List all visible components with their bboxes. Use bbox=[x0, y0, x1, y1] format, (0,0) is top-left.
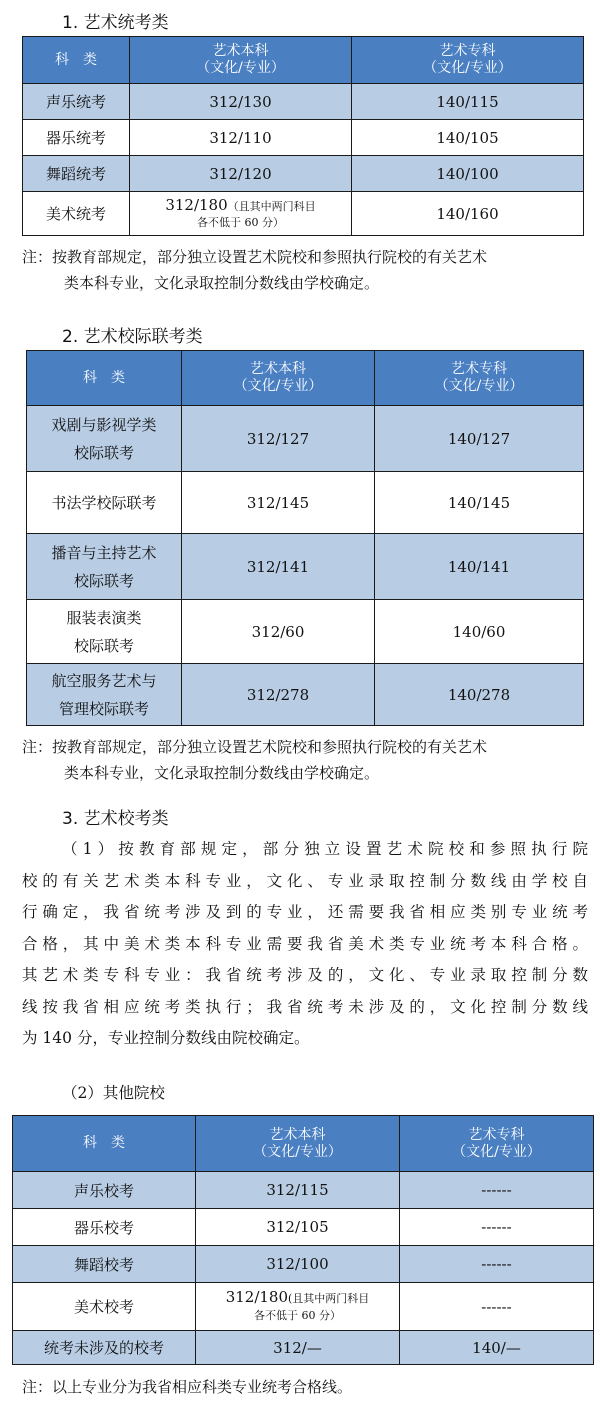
header-undergrad: 艺术本科 （文化/专业） bbox=[130, 37, 352, 84]
section1-table bbox=[22, 36, 584, 236]
undergrad-score: 312/105 bbox=[196, 1209, 400, 1246]
table-row bbox=[27, 472, 584, 534]
section2-table bbox=[26, 350, 584, 726]
section2-title: 2. 艺术校际联考类 bbox=[62, 327, 203, 347]
section3-subtitle: （2）其他院校 bbox=[62, 1084, 165, 1102]
category-cell: 声乐统考 bbox=[23, 84, 130, 120]
section2-note: 注：按教育部规定，部分独立设置艺术院校和参照执行院校的有关艺术 类本科专业，文化录取控制分数线由学校确定。 bbox=[22, 738, 488, 782]
undergrad-score: 312/180（且其中两门科目 各不低于 60 分） bbox=[130, 192, 352, 236]
category-cell: 器乐统考 bbox=[23, 120, 130, 156]
table-row bbox=[23, 156, 584, 192]
junior-score: ------ bbox=[400, 1246, 594, 1283]
category-cell: 航空服务艺术与 管理校际联考 bbox=[27, 664, 182, 726]
junior-score: 140/278 bbox=[375, 664, 584, 726]
header-category: 科 类 bbox=[23, 37, 130, 84]
category-cell: 美术校考 bbox=[13, 1283, 196, 1331]
junior-score: 140/105 bbox=[352, 120, 584, 156]
table-row bbox=[13, 1246, 594, 1283]
section3-title: 3. 艺术校考类 bbox=[62, 809, 169, 829]
junior-score: ------ bbox=[400, 1209, 594, 1246]
table-row bbox=[13, 1172, 594, 1209]
undergrad-score: 312/60 bbox=[182, 600, 375, 664]
junior-score: 140/160 bbox=[352, 192, 584, 236]
header-category: 科 类 bbox=[13, 1116, 196, 1172]
table-row bbox=[27, 534, 584, 600]
junior-score: 140/100 bbox=[352, 156, 584, 192]
section1-note: 注：按教育部规定，部分独立设置艺术院校和参照执行院校的有关艺术 类本科专业，文化录取控制分数线由学校确定。 bbox=[22, 248, 488, 292]
table-row bbox=[13, 1209, 594, 1246]
junior-score: 140/115 bbox=[352, 84, 584, 120]
table-row bbox=[13, 1331, 594, 1365]
table-row bbox=[13, 1283, 594, 1331]
junior-score: ------ bbox=[400, 1172, 594, 1209]
category-cell: 播音与主持艺术 校际联考 bbox=[27, 534, 182, 600]
undergrad-score: 312/— bbox=[196, 1331, 400, 1365]
header-junior: 艺术专科 （文化/专业） bbox=[375, 351, 584, 406]
header-undergrad: 艺术本科 （文化/专业） bbox=[196, 1116, 400, 1172]
junior-score: 140/60 bbox=[375, 600, 584, 664]
undergrad-score: 312/141 bbox=[182, 534, 375, 600]
header-undergrad: 艺术本科 （文化/专业） bbox=[182, 351, 375, 406]
section3-note: 注：以上专业分为我省相应科类专业统考合格线。 bbox=[22, 1378, 353, 1396]
category-cell: 书法学校际联考 bbox=[27, 472, 182, 534]
category-cell: 戏剧与影视学类 校际联考 bbox=[27, 406, 182, 472]
undergrad-score: 312/180(且其中两门科目 各不低于 60 分） bbox=[196, 1283, 400, 1331]
category-cell: 服装表演类 校际联考 bbox=[27, 600, 182, 664]
category-cell: 舞蹈校考 bbox=[13, 1246, 196, 1283]
table-row bbox=[27, 664, 584, 726]
header-junior: 艺术专科 （文化/专业） bbox=[400, 1116, 594, 1172]
junior-score: 140/— bbox=[400, 1331, 594, 1365]
table-row bbox=[27, 406, 584, 472]
section3-paragraph: （1）按教育部规定，部分独立设置艺术院校和参照执行院 校的有关艺术类本科专业，文化、专业录取控制分数线由学校自 行确定，我省统考涉及到的专业，还需要我省相应类别专业统考 合格，其中美术类本科专业需要我省美术类专业统考本科合格。 其艺术类专科专业：我省统考涉及的，文化、专业录取控制分数 线按我省相应统考类执行；我省统考未涉及的，文化控制分数线 为 140 分，专业控制分数线由院校确定。 bbox=[22, 840, 588, 1047]
undergrad-score: 312/130 bbox=[130, 84, 352, 120]
category-cell: 统考未涉及的校考 bbox=[13, 1331, 196, 1365]
junior-score: 140/145 bbox=[375, 472, 584, 534]
undergrad-score: 312/127 bbox=[182, 406, 375, 472]
header-junior: 艺术专科 （文化/专业） bbox=[352, 37, 584, 84]
undergrad-score: 312/145 bbox=[182, 472, 375, 534]
undergrad-score: 312/110 bbox=[130, 120, 352, 156]
category-cell: 舞蹈统考 bbox=[23, 156, 130, 192]
junior-score: 140/141 bbox=[375, 534, 584, 600]
table-row bbox=[23, 120, 584, 156]
section1-title: 1. 艺术统考类 bbox=[62, 13, 169, 33]
undergrad-score: 312/120 bbox=[130, 156, 352, 192]
header-category: 科 类 bbox=[27, 351, 182, 406]
undergrad-score: 312/115 bbox=[196, 1172, 400, 1209]
section3-table bbox=[12, 1115, 594, 1365]
undergrad-score: 312/278 bbox=[182, 664, 375, 726]
table-row bbox=[23, 84, 584, 120]
undergrad-score: 312/100 bbox=[196, 1246, 400, 1283]
category-cell: 声乐校考 bbox=[13, 1172, 196, 1209]
table-row bbox=[27, 600, 584, 664]
category-cell: 美术统考 bbox=[23, 192, 130, 236]
junior-score: 140/127 bbox=[375, 406, 584, 472]
table-row bbox=[23, 192, 584, 236]
junior-score: ------ bbox=[400, 1283, 594, 1331]
category-cell: 器乐校考 bbox=[13, 1209, 196, 1246]
